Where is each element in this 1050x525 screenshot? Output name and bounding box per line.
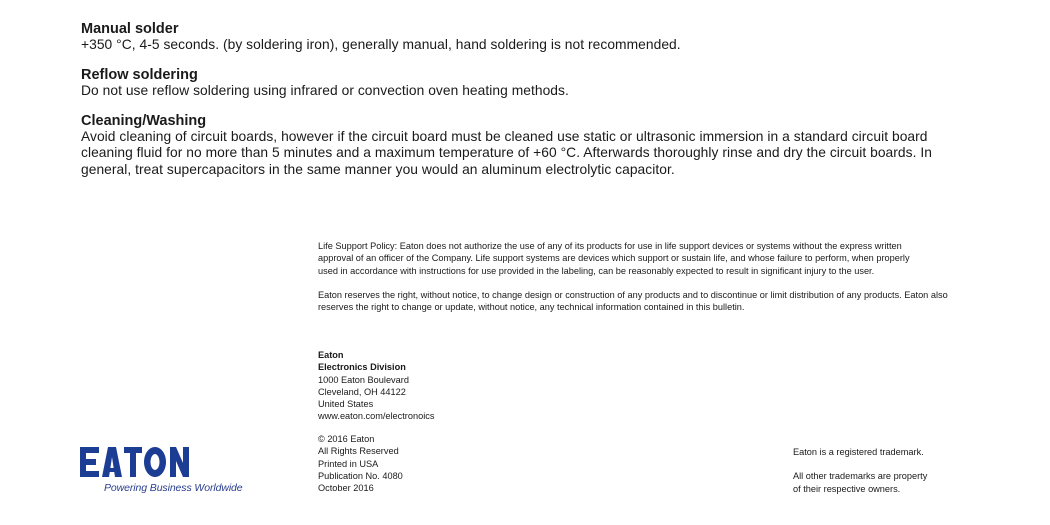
division-name: Electronics Division xyxy=(318,362,406,373)
reflow-soldering-section xyxy=(81,67,1021,99)
policy-line: Life Support Policy: Eaton does not authorize the use of any of its products for use in life support devices or systems without the express written xyxy=(318,241,902,251)
manual-solder-section xyxy=(81,21,1021,53)
section-heading: Cleaning/Washing xyxy=(81,113,207,129)
copyright-block xyxy=(318,433,578,494)
section-text-line: general, treat supercapacitors in the same manner you would an aluminum electrolytic capacitor. xyxy=(81,161,675,177)
section-heading: Reflow soldering xyxy=(81,67,198,83)
trademark-line: All other trademarks are property xyxy=(793,471,928,482)
copyright-line: © 2016 Eaton xyxy=(318,434,375,444)
city-state-zip: Cleveland, OH 44122 xyxy=(318,386,406,397)
policy-line: Eaton reserves the right, without notice, to change design or construction of any products and to discontinue or limit distribution of any products. Eaton also xyxy=(318,289,948,300)
eaton-logo xyxy=(80,447,243,497)
cleaning-washing-section xyxy=(81,113,1021,178)
trademark-line: of their respective owners. xyxy=(793,483,901,494)
policy-line: used in accordance with instructions for use provided in the labeling, can be reasonably expected to result in significant injury to the user. xyxy=(318,265,875,276)
section-text: Do not use reflow soldering using infrared or convection oven heating methods. xyxy=(81,83,569,98)
section-text-line: cleaning fluid for no more than 5 minutes and a maximum temperature of +60 °C. Afterwards thoroughly rinse and dry the circuit boards. In xyxy=(81,145,932,161)
publication-number: Publication No. 4080 xyxy=(318,470,403,481)
section-text-line: Avoid cleaning of circuit boards, however if the circuit board must be cleaned use static or ultrasonic immersion in a standard circuit board xyxy=(81,129,928,144)
section-heading: Manual solder xyxy=(81,21,179,37)
website-link[interactable]: www.eaton.com/electronoics xyxy=(318,411,435,422)
publication-date: October 2016 xyxy=(318,483,374,494)
eaton-wordmark-icon xyxy=(80,447,190,477)
trademark-notice xyxy=(793,446,1023,495)
printed-in: Printed in USA xyxy=(318,458,379,469)
reserves-rights-notice xyxy=(318,289,1028,314)
legal-policy xyxy=(318,240,1028,325)
section-text: +350 °C, 4-5 seconds. (by soldering iron), generally manual, hand soldering is not recommended. xyxy=(81,37,681,52)
company-address xyxy=(318,349,578,423)
policy-line: reserves the right to change or update, without notice, any technical information contained in this bulletin. xyxy=(318,302,745,313)
policy-line: approval of an officer of the Company. Life support systems are devices which support or sustain life, and whose failure to perform, when properly xyxy=(318,253,910,264)
street-address: 1000 Eaton Boulevard xyxy=(318,374,409,385)
company-name: Eaton xyxy=(318,350,344,360)
rights-reserved: All Rights Reserved xyxy=(318,446,399,457)
trademark-line: Eaton is a registered trademark. xyxy=(793,447,924,457)
country: United States xyxy=(318,399,374,410)
life-support-policy xyxy=(318,240,1028,277)
logo-tagline: Powering Business Worldwide xyxy=(104,482,243,494)
